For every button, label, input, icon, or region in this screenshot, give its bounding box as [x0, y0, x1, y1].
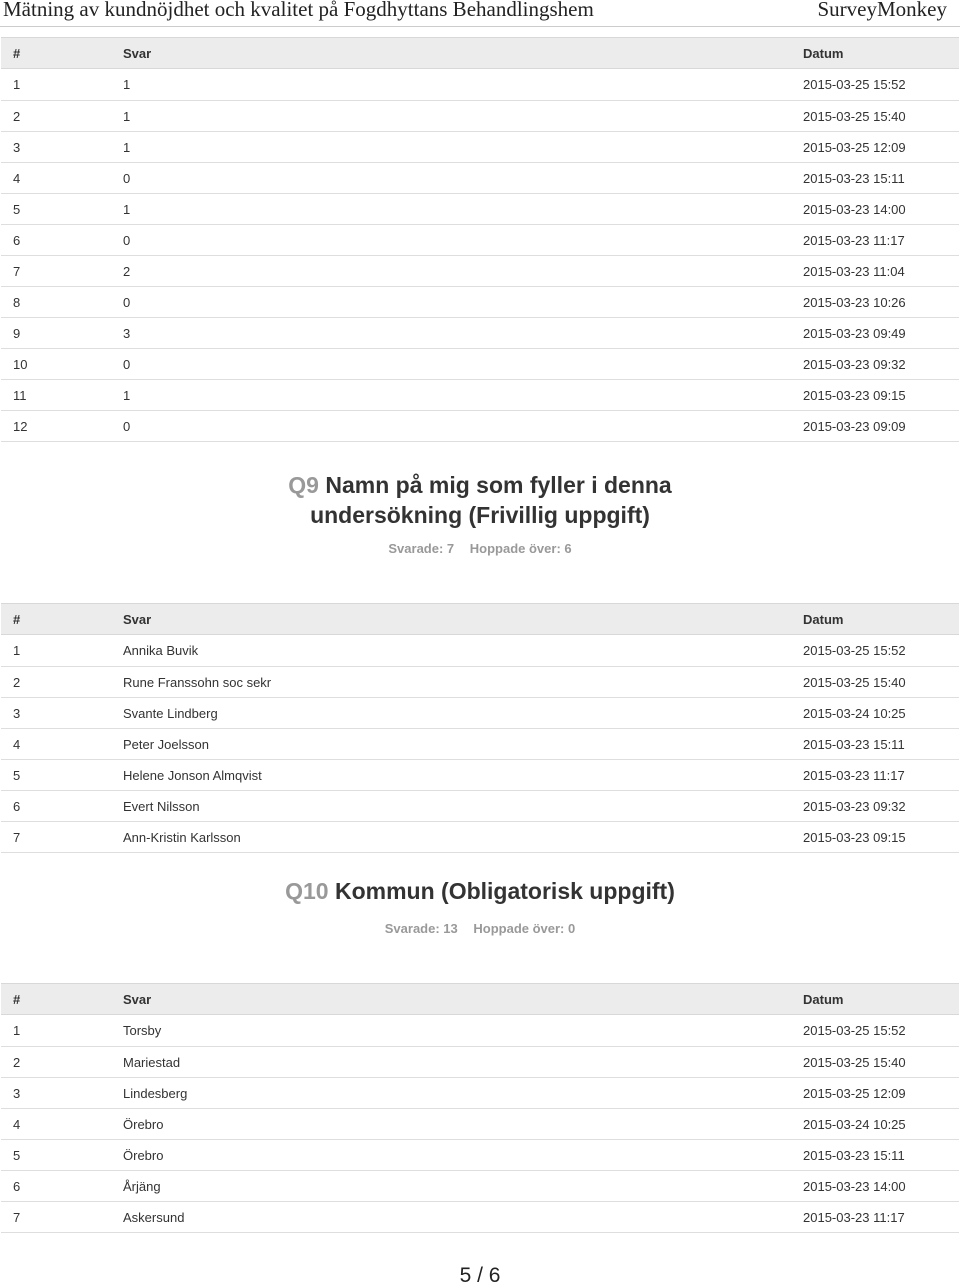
table-row: [1, 411, 959, 442]
cell-answer: Helene Jonson Almqvist: [111, 760, 791, 791]
table-row: [1, 1140, 959, 1171]
cell-date: 2015-03-25 15:40: [791, 1047, 959, 1078]
table-row: [1, 380, 959, 411]
table-row: [1, 1047, 959, 1078]
table-row: [1, 1109, 959, 1140]
cell-num: 1: [1, 635, 111, 667]
cell-num: 8: [1, 287, 111, 318]
page-number: 5 / 6: [459, 1264, 501, 1287]
table-row: [1, 69, 959, 101]
col-date-header: Datum: [791, 604, 959, 635]
question-title-q10: [0, 876, 960, 906]
col-answer-header: Svar: [111, 984, 791, 1015]
table-row: [1, 101, 959, 132]
cell-num: 3: [1, 132, 111, 163]
table-row: [1, 1171, 959, 1202]
table-row: [1, 163, 959, 194]
skipped-count: Hoppade över: 6: [469, 541, 572, 556]
responses-table-q8: [1, 37, 959, 442]
brand-name: SurveyMonkey: [817, 0, 947, 21]
cell-answer: Evert Nilsson: [111, 791, 791, 822]
cell-num: 4: [1, 729, 111, 760]
question-title-line2: undersökning (Frivillig uppgift): [310, 502, 650, 528]
cell-num: 12: [1, 411, 111, 442]
cell-answer: 2: [111, 256, 791, 287]
table-row: [1, 1078, 959, 1109]
cell-answer: 0: [111, 411, 791, 442]
cell-answer: Mariestad: [111, 1047, 791, 1078]
cell-answer: 0: [111, 163, 791, 194]
cell-num: 1: [1, 1015, 111, 1047]
cell-answer: Årjäng: [111, 1171, 791, 1202]
cell-num: 2: [1, 667, 111, 698]
cell-date: 2015-03-23 09:15: [791, 380, 959, 411]
cell-answer: 1: [111, 101, 791, 132]
table-row: [1, 1015, 959, 1047]
cell-num: 7: [1, 256, 111, 287]
table-row: [1, 760, 959, 791]
cell-date: 2015-03-25 12:09: [791, 1078, 959, 1109]
table-row: [1, 132, 959, 163]
cell-date: 2015-03-23 09:15: [791, 822, 959, 853]
cell-answer: Örebro: [111, 1140, 791, 1171]
cell-num: 1: [1, 69, 111, 101]
cell-answer: 1: [111, 69, 791, 101]
cell-num: 6: [1, 791, 111, 822]
skipped-count: Hoppade över: 0: [473, 921, 576, 936]
cell-date: 2015-03-25 15:40: [791, 667, 959, 698]
cell-answer: 1: [111, 194, 791, 225]
cell-answer: Lindesberg: [111, 1078, 791, 1109]
col-date-header: Datum: [791, 38, 959, 69]
cell-date: 2015-03-23 11:17: [791, 760, 959, 791]
col-num-header: #: [1, 604, 111, 635]
cell-num: 4: [1, 163, 111, 194]
cell-num: 10: [1, 349, 111, 380]
cell-date: 2015-03-23 15:11: [791, 1140, 959, 1171]
cell-date: 2015-03-23 15:11: [791, 163, 959, 194]
cell-answer: Svante Lindberg: [111, 698, 791, 729]
table-row: [1, 822, 959, 853]
cell-num: 9: [1, 318, 111, 349]
question-title-line1: Namn på mig som fyller i denna: [325, 472, 672, 498]
cell-date: 2015-03-23 10:26: [791, 287, 959, 318]
cell-answer: Askersund: [111, 1202, 791, 1233]
cell-answer: 1: [111, 132, 791, 163]
table-row: [1, 1202, 959, 1233]
col-answer-header: Svar: [111, 604, 791, 635]
cell-date: 2015-03-24 10:25: [791, 1109, 959, 1140]
table-row: [1, 667, 959, 698]
responses-table-q9: [1, 603, 959, 853]
cell-answer: 0: [111, 349, 791, 380]
cell-date: 2015-03-23 09:32: [791, 349, 959, 380]
table-body: [1, 635, 959, 853]
cell-num: 2: [1, 1047, 111, 1078]
cell-num: 11: [1, 380, 111, 411]
header-divider: [0, 26, 960, 27]
cell-num: 4: [1, 1109, 111, 1140]
table-body: [1, 69, 959, 442]
col-answer-header: Svar: [111, 38, 791, 69]
cell-date: 2015-03-23 11:17: [791, 1202, 959, 1233]
answered-count: Svarade: 13: [384, 921, 458, 936]
cell-date: 2015-03-23 11:04: [791, 256, 959, 287]
cell-date: 2015-03-25 15:52: [791, 635, 959, 667]
col-date-header: Datum: [791, 984, 959, 1015]
table-row: [1, 635, 959, 667]
cell-num: 5: [1, 1140, 111, 1171]
col-num-header: #: [1, 38, 111, 69]
cell-date: 2015-03-25 15:52: [791, 1015, 959, 1047]
cell-date: 2015-03-23 09:09: [791, 411, 959, 442]
cell-answer: 1: [111, 380, 791, 411]
cell-answer: Torsby: [111, 1015, 791, 1047]
table-row: [1, 698, 959, 729]
table-row: [1, 287, 959, 318]
cell-num: 3: [1, 1078, 111, 1109]
cell-date: 2015-03-23 14:00: [791, 1171, 959, 1202]
question-number: Q9: [288, 472, 319, 498]
table-row: [1, 256, 959, 287]
cell-num: 7: [1, 1202, 111, 1233]
page-header: [0, 0, 960, 26]
cell-num: 5: [1, 760, 111, 791]
table-header-row: [1, 38, 959, 69]
cell-date: 2015-03-24 10:25: [791, 698, 959, 729]
cell-answer: 3: [111, 318, 791, 349]
table-row: [1, 729, 959, 760]
cell-num: 2: [1, 101, 111, 132]
table-row: [1, 349, 959, 380]
responses-table-q10: [1, 983, 959, 1233]
cell-answer: 0: [111, 287, 791, 318]
cell-answer: Peter Joelsson: [111, 729, 791, 760]
table-row: [1, 791, 959, 822]
question-title-text: Kommun (Obligatorisk uppgift): [335, 878, 675, 904]
cell-num: 3: [1, 698, 111, 729]
cell-date: 2015-03-23 09:49: [791, 318, 959, 349]
cell-answer: Örebro: [111, 1109, 791, 1140]
cell-date: 2015-03-23 09:32: [791, 791, 959, 822]
table-header-row: [1, 984, 959, 1015]
survey-title: Mätning av kundnöjdhet och kvalitet på Fogdhyttans Behandlingshem: [3, 0, 594, 21]
question-number: Q10: [285, 878, 329, 904]
table-row: [1, 318, 959, 349]
cell-num: 7: [1, 822, 111, 853]
cell-answer: Ann-Kristin Karlsson: [111, 822, 791, 853]
cell-answer: Rune Franssohn soc sekr: [111, 667, 791, 698]
cell-date: 2015-03-25 15:52: [791, 69, 959, 101]
answered-count: Svarade: 7: [388, 541, 455, 556]
cell-answer: 0: [111, 225, 791, 256]
question-stats-q9: [0, 541, 960, 556]
cell-date: 2015-03-23 11:17: [791, 225, 959, 256]
question-stats-q10: [0, 921, 960, 936]
cell-num: 6: [1, 225, 111, 256]
cell-answer: Annika Buvik: [111, 635, 791, 667]
cell-num: 5: [1, 194, 111, 225]
table-row: [1, 225, 959, 256]
cell-date: 2015-03-23 15:11: [791, 729, 959, 760]
cell-date: 2015-03-25 15:40: [791, 101, 959, 132]
col-num-header: #: [1, 984, 111, 1015]
cell-date: 2015-03-25 12:09: [791, 132, 959, 163]
question-title-q9: [0, 470, 960, 530]
table-header-row: [1, 604, 959, 635]
cell-date: 2015-03-23 14:00: [791, 194, 959, 225]
cell-num: 6: [1, 1171, 111, 1202]
table-body: [1, 1015, 959, 1233]
table-row: [1, 194, 959, 225]
